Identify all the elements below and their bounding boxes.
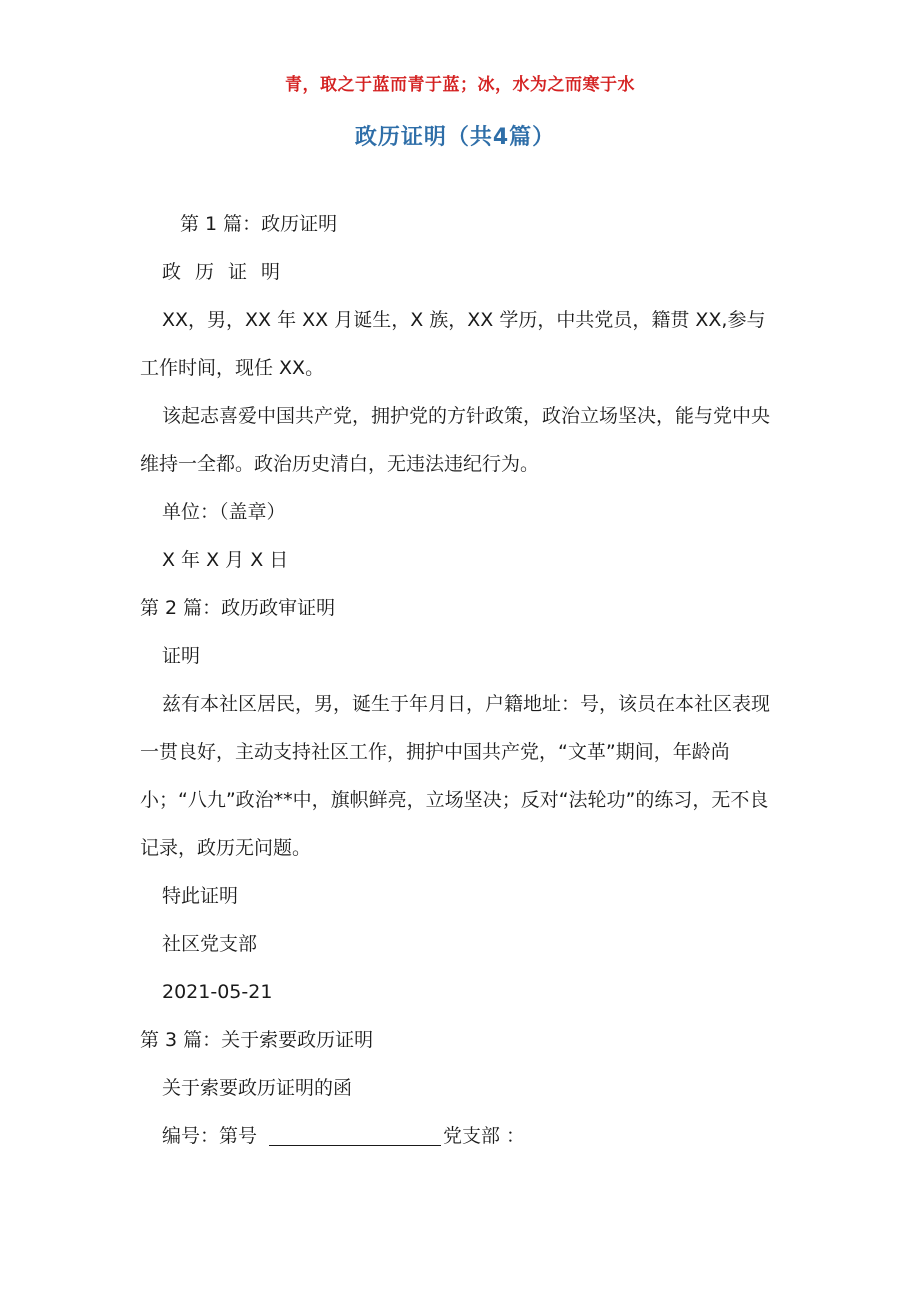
motto: 青，取之于蓝而青于蓝；冰，水为之而寒于水 xyxy=(285,75,635,95)
article-3-number-line xyxy=(140,1112,780,1160)
document-body xyxy=(140,200,780,1160)
article-1-unit: 单位：（盖章） xyxy=(162,501,286,523)
document-title: 政历证明（共4篇） xyxy=(354,125,556,150)
number-label: 编号：第号 xyxy=(162,1125,258,1147)
article-3-subtitle: 关于索要政历证明的函 xyxy=(162,1077,353,1099)
article-3-heading: 第 3 篇：关于索要政历证明 xyxy=(140,1029,374,1051)
article-1-heading: 第 1 篇：政历证明 xyxy=(180,213,338,235)
article-2-date: 2021-05-21 xyxy=(162,981,273,1003)
article-2-organization: 社区党支部 xyxy=(162,933,258,955)
article-2-paragraph-1: 兹有本社区居民，男，诞生于年月日，户籍地址：号，该员在本社区表现一贯良好，主动支持社区工作，拥护中国共产党，“文革”期间，年龄尚小；“八九”政治**中，旗帜鲜亮，立场坚决；反对“法轮功”的练习，无不良记录，政历无问题。 xyxy=(140,693,771,859)
number-blank xyxy=(269,1117,441,1146)
article-2-subtitle: 证明 xyxy=(162,645,201,667)
article-1-date: X 年 X 月 X 日 xyxy=(162,549,289,571)
article-2-heading: 第 2 篇：政历政审证明 xyxy=(140,597,336,619)
article-1-paragraph-2: 该起志喜爱中国共产党，拥护党的方针政策，政治立场坚决，能与党中央维持一全都。政治历史清白，无违法违纪行为。 xyxy=(140,405,771,475)
article-2-closing: 特此证明 xyxy=(162,885,239,907)
article-1-paragraph-1: XX，男，XX 年 XX 月诞生，X 族，XX 学历，中共党员，籍贯 XX,参与工作时间，现任 XX。 xyxy=(140,309,766,379)
article-1-subtitle: 政历证明 xyxy=(162,261,295,283)
number-suffix: 党支部 ： xyxy=(443,1125,526,1147)
